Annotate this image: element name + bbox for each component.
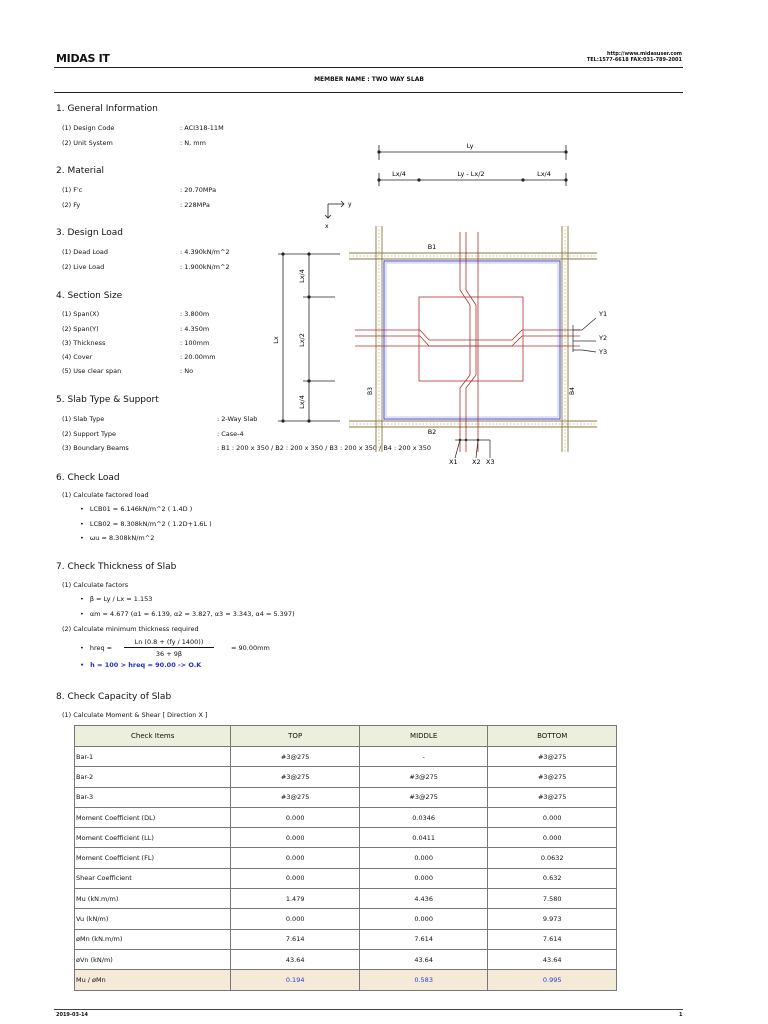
cell: #3@275 [488, 787, 617, 807]
v-lx4-bottom: Lx/4 [298, 395, 306, 409]
table-row [75, 949, 617, 969]
span-y-label: (2) Span(Y) [62, 325, 99, 333]
cell: 0.583 [359, 970, 487, 990]
cell: 9.973 [488, 909, 617, 929]
table-row [75, 929, 617, 949]
dead-load-value: : 4.390kN/m^2 [180, 248, 230, 256]
boundary-beams-value: : B1 : 200 x 350 / B2 : 200 x 350 / B3 : 200 x 350 / B4 : 200 x 350 [217, 444, 432, 452]
col-bottom: BOTTOM [488, 726, 617, 747]
cell: #3@275 [231, 747, 359, 767]
header-rule-bottom [54, 92, 683, 93]
header-url: http://www.midasuser.com [606, 51, 682, 57]
cover-value: : 20.00mm [180, 353, 216, 361]
cell: øVn (kN/m) [75, 949, 231, 969]
cell: Mu / øMn [75, 970, 231, 990]
beta-item: • β = Ly / Lx = 1.153 [80, 595, 152, 603]
moment-shear-sub: (1) Calculate Moment & Shear [ Direction X ] [62, 711, 208, 719]
cell: 0.000 [359, 909, 487, 929]
cell: 0.194 [231, 970, 359, 990]
support-type-value: : Case-4 [217, 430, 244, 438]
table-header-row [75, 726, 617, 747]
cell: 0.000 [488, 828, 617, 848]
cell: - [359, 747, 487, 767]
cell: 1.479 [231, 889, 359, 909]
ly-label: Ly [466, 142, 474, 150]
span-x-label: (1) Span(X) [62, 310, 100, 318]
table-row [75, 848, 617, 868]
table-row-ratio [75, 970, 617, 990]
cell: 0.0632 [488, 848, 617, 868]
table-row [75, 767, 617, 787]
thickness-label: (3) Thickness [62, 339, 106, 347]
hreq-denominator: 36 + 9β [155, 650, 183, 658]
cell: Bar-3 [75, 787, 231, 807]
table-row [75, 747, 617, 767]
cell: 7.580 [488, 889, 617, 909]
fy-value: : 228MPa [180, 201, 210, 209]
min-thickness-sub: (2) Calculate minimum thickness required [62, 625, 199, 633]
section-5-title: 5. Slab Type & Support [56, 395, 159, 405]
cell: 0.000 [488, 807, 617, 827]
cell: 43.64 [488, 949, 617, 969]
cell: #3@275 [488, 767, 617, 787]
cell: #3@275 [231, 767, 359, 787]
b4-label: B4 [569, 387, 576, 395]
cell: 0.995 [488, 970, 617, 990]
cell: Moment Coefficient (LL) [75, 828, 231, 848]
lx4-left-label: Lx/4 [392, 170, 406, 178]
span-x-value: : 3.800m [180, 310, 210, 318]
middle-strip [419, 297, 523, 381]
cell: 0.0346 [359, 807, 487, 827]
cell: 7.614 [488, 929, 617, 949]
table-row [75, 868, 617, 888]
y3-label: Y3 [599, 348, 608, 356]
b3-label: B3 [367, 387, 374, 395]
cell: Vu (kN/m) [75, 909, 231, 929]
footer-date: 2019-03-14 [56, 1012, 88, 1018]
span-y-value: : 4.350m [180, 325, 210, 333]
v-lx2: Lx/2 [298, 333, 306, 347]
slab-type-value: : 2-Way Slab [217, 415, 258, 423]
y-markers [573, 318, 596, 352]
table-row [75, 828, 617, 848]
cell: 43.64 [231, 949, 359, 969]
slab-type-label: (1) Slab Type [62, 415, 105, 423]
col-top: TOP [231, 726, 359, 747]
alpha-item: • αm = 4.677 (α1 = 6.139, α2 = 3.827, α3 = 3.343, α4 = 5.397) [80, 610, 295, 618]
cell: 0.000 [231, 828, 359, 848]
lx-dimension [278, 254, 340, 421]
unit-system-value: : N, mm [180, 139, 206, 147]
cell: 0.0411 [359, 828, 487, 848]
cell: 0.000 [359, 868, 487, 888]
wu-item: • ωu = 8.308kN/m^2 [80, 534, 154, 542]
cell: Shear Coefficient [75, 868, 231, 888]
cell: 0.000 [231, 807, 359, 827]
lx-label: Lx [272, 336, 280, 344]
capacity-table [74, 725, 617, 991]
col-middle: MIDDLE [359, 726, 487, 747]
cell: 0.000 [231, 848, 359, 868]
cell: Bar-2 [75, 767, 231, 787]
cell: #3@275 [488, 747, 617, 767]
cell: Moment Coefficient (DL) [75, 807, 231, 827]
cell: Moment Coefficient (FL) [75, 848, 231, 868]
table-row [75, 889, 617, 909]
brand-title: MIDAS IT [56, 52, 110, 65]
axis-y-label: y [348, 201, 352, 208]
section-6-title: 6. Check Load [56, 473, 120, 483]
table-row [75, 909, 617, 929]
header-contact [587, 51, 682, 63]
table-row [75, 787, 617, 807]
table-row [75, 807, 617, 827]
fy-label: (2) Fy [62, 201, 81, 209]
cell: 0.000 [359, 848, 487, 868]
b1-label: B1 [427, 243, 437, 251]
thickness-check: • h = 100 > hreq = 90.00 -> O.K [80, 661, 201, 669]
col-check-items: Check Items [75, 726, 231, 747]
cell: øMn (kN.m/m) [75, 929, 231, 949]
fc-label: (1) F'c [62, 186, 83, 194]
unit-system-label: (2) Unit System [62, 139, 113, 147]
cell: 0.632 [488, 868, 617, 888]
page-number: 1 [679, 1012, 683, 1018]
section-3-title: 3. Design Load [56, 228, 123, 238]
lx-dots [281, 252, 310, 422]
live-load-value: : 1.900kN/m^2 [180, 263, 230, 271]
header-rule [54, 67, 683, 68]
cell: 0.000 [231, 909, 359, 929]
footer-rule [54, 1009, 683, 1010]
x3-label: X3 [486, 458, 495, 466]
cell: #3@275 [359, 787, 487, 807]
lcb01-item: • LCB01 = 6.146kN/m^2 ( 1.4D ) [80, 505, 192, 513]
cell: 0.000 [231, 868, 359, 888]
cell: #3@275 [359, 767, 487, 787]
cell: Bar-1 [75, 747, 231, 767]
hreq-result: = 90.00mm [231, 644, 270, 652]
axis-x-label: x [325, 223, 329, 230]
cell: #3@275 [231, 787, 359, 807]
lcb02-item: • LCB02 = 8.308kN/m^2 ( 1.2D+1.6L ) [80, 520, 212, 528]
clear-span-value: : No [180, 367, 194, 375]
design-code-value: : ACI318-11M [180, 124, 224, 132]
clear-span-label: (5) Use clear span [62, 367, 122, 375]
section-4-title: 4. Section Size [56, 291, 123, 301]
y2-label: Y2 [599, 334, 608, 342]
cell: 7.614 [231, 929, 359, 949]
header-phone: TEL:1577-6618 FAX:031-789-2001 [586, 57, 682, 63]
member-name: MEMBER NAME : TWO WAY SLAB [314, 76, 424, 83]
hreq-numerator: Ln (0.8 + (fy / 1400)) [124, 638, 214, 648]
b2-label: B2 [427, 428, 437, 436]
ly-minus-label: Ly - Lx/2 [457, 170, 485, 178]
ly-dimension [379, 145, 566, 186]
dead-load-label: (1) Dead Load [62, 248, 109, 256]
section-7-title: 7. Check Thickness of Slab [56, 562, 177, 572]
x2-label: X2 [472, 458, 481, 466]
lx4-right-label: Lx/4 [537, 170, 551, 178]
cover-label: (4) Cover [62, 353, 93, 361]
cell: 43.64 [359, 949, 487, 969]
section-1-title: 1. General Information [56, 104, 158, 114]
design-code-label: (1) Design Code [62, 124, 115, 132]
axis-indicator [325, 201, 344, 218]
factored-load-sub: (1) Calculate factored load [62, 491, 149, 499]
y1-label: Y1 [599, 310, 608, 318]
section-8-title: 8. Check Capacity of Slab [56, 692, 172, 702]
section-2-title: 2. Material [56, 166, 105, 176]
cell: 7.614 [359, 929, 487, 949]
cell: 4.436 [359, 889, 487, 909]
thickness-value: : 100mm [180, 339, 210, 347]
x1-label: X1 [449, 458, 458, 466]
live-load-label: (2) Live Load [62, 263, 105, 271]
hreq-lhs: • hreq = [80, 644, 112, 652]
cell: Mu (kN.m/m) [75, 889, 231, 909]
slab-diagram [270, 135, 630, 470]
fc-value: : 20.70MPa [180, 186, 217, 194]
support-type-label: (2) Support Type [62, 430, 116, 438]
factors-sub: (1) Calculate factors [62, 581, 129, 589]
boundary-beams-label: (3) Boundary Beams [62, 444, 129, 452]
v-lx4-top: Lx/4 [298, 269, 306, 283]
